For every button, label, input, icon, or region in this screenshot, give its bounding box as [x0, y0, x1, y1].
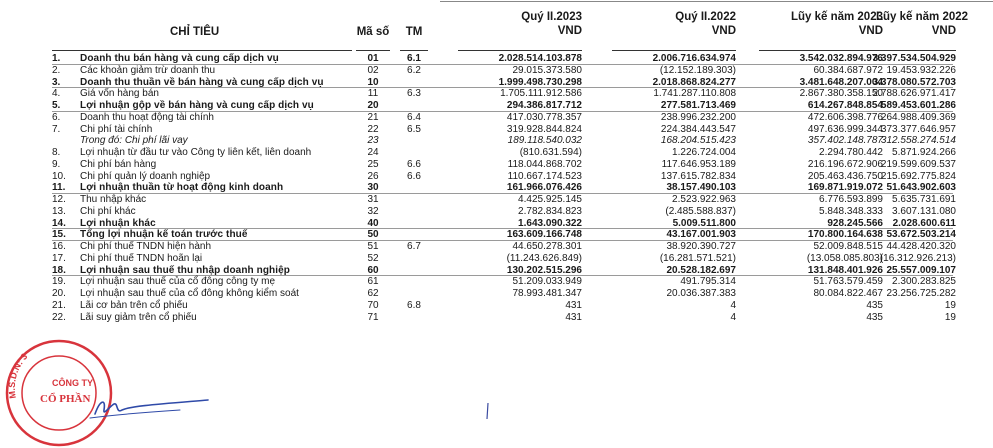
row-tm: 6.5 [407, 123, 421, 135]
top-rule [440, 1, 993, 2]
value-q2-2023: 189.118.540.032 [507, 135, 582, 147]
header-unit: VND [557, 25, 582, 37]
value-ytd-2022: 2.300.283.825 [892, 276, 956, 288]
table-row [0, 135, 993, 147]
value-ytd-2022: 3.607.131.080 [892, 205, 956, 217]
table-row [0, 194, 993, 206]
row-label: Chi phí thuế TNDN hiện hành [80, 241, 212, 252]
value-q2-2023: (810.631.594) [519, 147, 582, 158]
row-ma-so: 23 [367, 135, 379, 147]
value-ytd-2023: 3.481.648.207.004 [799, 76, 883, 88]
value-ytd-2022: 19 [944, 311, 956, 323]
value-q2-2022: 4 [730, 299, 736, 311]
value-q2-2022: 38.920.390.727 [666, 241, 736, 252]
row-number: 4. [52, 88, 61, 100]
row-number: 15. [52, 229, 66, 241]
value-q2-2023: 1.643.090.322 [518, 217, 582, 229]
value-ytd-2023: 170.800.164.638 [807, 229, 883, 241]
value-ytd-2023: 60.384.687.972 [813, 64, 883, 76]
value-ytd-2022: 19.453.932.226 [886, 64, 956, 76]
value-q2-2023: 4.425.925.145 [518, 194, 582, 205]
header-unit: VND [931, 25, 956, 37]
value-ytd-2023: 205.463.436.750 [807, 170, 883, 182]
value-q2-2023: (11.243.626.849) [506, 252, 582, 264]
value-ytd-2022: 5.871.924.266 [892, 147, 956, 158]
row-ma-so: 60 [367, 264, 379, 276]
value-ytd-2022: 589.453.601.286 [880, 100, 956, 111]
table-row [0, 229, 993, 241]
value-q2-2022: 4 [730, 311, 736, 323]
row-tm: 6.4 [407, 111, 421, 123]
row-tm: 6.1 [407, 53, 421, 64]
value-q2-2023: 431 [565, 299, 582, 311]
value-ytd-2023: 357.402.148.787 [807, 135, 883, 147]
row-number: 3. [52, 76, 61, 88]
value-q2-2023: 417.030.778.357 [506, 111, 582, 123]
row-label: Lợi nhuận từ đầu tư vào Công ty liên kết, liên doanh [80, 147, 312, 158]
table-row [0, 171, 993, 183]
row-label: Lợi nhuận thuần từ hoạt động kinh doanh [80, 182, 284, 194]
row-label: Trong đó: Chi phí lãi vay [80, 135, 188, 147]
value-ytd-2023: 6.776.593.899 [819, 194, 883, 205]
row-label: Chi phí tài chính [80, 123, 153, 135]
value-ytd-2023: 435 [866, 299, 883, 311]
header-period: Lũy kế năm 2022 [876, 11, 969, 23]
value-q2-2022: 1.741.287.110.808 [653, 88, 736, 100]
row-label: Doanh thu bán hàng và cung cấp dịch vụ [80, 53, 279, 64]
value-ytd-2023: 131.848.401.926 [807, 264, 883, 276]
value-q2-2023: 2.028.514.103.878 [498, 53, 582, 64]
row-number: 18. [52, 264, 66, 276]
header-unit: VND [711, 25, 736, 37]
value-ytd-2023: 928.245.566 [827, 217, 883, 229]
value-ytd-2022: 312.558.274.514 [880, 135, 956, 147]
row-label: Chi phí khác [80, 205, 136, 217]
value-q2-2023: 130.202.515.296 [506, 264, 582, 276]
header-col-ytd-2023 [741, 10, 883, 54]
table-row [0, 147, 993, 159]
header-period: Quý II.2023 [521, 11, 582, 23]
pen-mark [483, 401, 493, 421]
header-underline [52, 50, 352, 51]
value-q2-2023: 44.650.278.301 [512, 241, 582, 252]
table-row [0, 53, 993, 65]
value-q2-2022: 224.384.443.547 [660, 123, 736, 135]
row-label: Chi phí quản lý doanh nghiệp [80, 170, 211, 182]
value-q2-2022: 238.996.232.200 [660, 111, 736, 123]
row-ma-so: 31 [367, 194, 379, 205]
value-ytd-2022: 215.692.775.824 [880, 170, 956, 182]
header-col-q2-2022 [594, 10, 736, 54]
value-ytd-2022: 53.672.503.214 [886, 229, 956, 241]
row-label: Lãi cơ bản trên cổ phiếu [80, 299, 188, 311]
value-q2-2022: 1.226.724.004 [672, 147, 736, 158]
row-ma-so: 70 [367, 299, 379, 311]
row-label: Lợi nhuận sau thuế của cổ đông công ty mẹ [80, 276, 276, 288]
row-number: 20. [52, 288, 66, 299]
row-label: Lợi nhuận khác [80, 217, 156, 229]
value-ytd-2023: 169.871.919.072 [807, 182, 883, 194]
row-ma-so: 50 [367, 229, 379, 241]
row-number: 22. [52, 311, 66, 323]
row-ma-so: 61 [367, 276, 379, 288]
row-ma-so: 11 [367, 88, 379, 100]
header-col-q2-2023 [440, 10, 582, 54]
value-q2-2022: 43.167.001.903 [666, 229, 736, 241]
row-tm: 6.6 [407, 170, 421, 182]
table-row [0, 288, 993, 300]
row-number: 12. [52, 194, 66, 205]
value-q2-2022: 38.157.490.103 [666, 182, 736, 194]
row-label: Lãi suy giảm trên cổ phiếu [80, 311, 197, 323]
table-row [0, 241, 993, 253]
value-q2-2023: 51.209.033.949 [512, 276, 582, 288]
row-tm: 6.8 [407, 299, 421, 311]
value-ytd-2022: 23.256.725.282 [886, 288, 956, 299]
row-number: 7. [52, 123, 61, 135]
value-q2-2022: 20.528.182.697 [666, 264, 736, 276]
value-q2-2022: (2.485.588.837) [665, 205, 736, 217]
value-ytd-2022: 2.788.626.971.417 [872, 88, 956, 100]
value-ytd-2023: 2.294.780.442 [819, 147, 883, 158]
row-number: 11. [52, 182, 66, 194]
row-ma-so: 22 [367, 123, 379, 135]
value-q2-2023: 2.782.834.823 [518, 205, 582, 217]
value-ytd-2022: 264.988.409.369 [880, 111, 956, 123]
table-row [0, 300, 993, 312]
stamp-type: CỔ PHẦN [40, 393, 91, 405]
header-underline [836, 50, 956, 51]
row-ma-so: 24 [367, 147, 379, 158]
value-ytd-2022: 3.397.534.504.929 [872, 53, 956, 64]
row-ma-so: 62 [367, 288, 379, 299]
table-row [0, 65, 993, 77]
value-ytd-2023: 52.009.848.515 [813, 241, 883, 252]
value-q2-2022: (16.281.571.521) [659, 252, 736, 264]
row-number: 21. [52, 299, 66, 311]
value-ytd-2023: 497.636.999.344 [807, 123, 883, 135]
value-ytd-2023: 614.267.848.854 [807, 100, 883, 111]
row-number: 10. [52, 170, 66, 182]
stamp-code: M.S.D.N: 3 [6, 351, 30, 400]
row-label: Lợi nhuận gộp về bán hàng và cung cấp dịch vụ [80, 100, 314, 111]
row-tm: 6.6 [407, 158, 421, 170]
header-underline [612, 50, 736, 51]
row-number: 13. [52, 205, 66, 217]
value-q2-2023: 118.044.868.702 [507, 158, 582, 170]
value-q2-2022: 491.795.314 [680, 276, 736, 288]
row-label: Giá vốn hàng bán [80, 88, 159, 100]
value-ytd-2022: 19 [944, 299, 956, 311]
header-period: Quý II.2022 [675, 11, 736, 23]
row-ma-so: 51 [367, 241, 379, 252]
signature [60, 392, 210, 422]
value-ytd-2023: 51.763.579.459 [813, 276, 883, 288]
row-number: 1. [52, 53, 61, 64]
income-statement-table [0, 53, 993, 323]
value-ytd-2022: 51.643.902.603 [886, 182, 956, 194]
row-ma-so: 02 [367, 64, 379, 76]
value-ytd-2022: 3.378.080.572.703 [872, 76, 956, 88]
table-row [0, 88, 993, 100]
value-q2-2022: 2.018.868.824.277 [652, 76, 736, 88]
table-row [0, 112, 993, 124]
header-underline [458, 50, 582, 51]
table-row [0, 159, 993, 171]
row-ma-so: 26 [367, 170, 379, 182]
value-ytd-2023: 472.606.398.776 [807, 111, 883, 123]
stamp-company: CÔNG TY [52, 378, 94, 388]
row-label: Chi phí thuế TNDN hoãn lại [80, 252, 203, 264]
row-label: Doanh thu thuần về bán hàng và cung cấp dịch vụ [80, 76, 324, 88]
value-ytd-2023: (13.058.085.803) [806, 252, 883, 264]
row-tm: 6.3 [407, 88, 421, 100]
row-ma-so: 32 [367, 205, 379, 217]
value-ytd-2022: 44.428.420.320 [886, 241, 956, 252]
row-number: 9. [52, 158, 61, 170]
table-row [0, 77, 993, 89]
row-ma-so: 10 [367, 76, 379, 88]
table-row [0, 124, 993, 136]
table-row [0, 276, 993, 288]
table-row [0, 100, 993, 112]
row-ma-so: 01 [367, 53, 379, 64]
row-number: 8. [52, 147, 61, 158]
header-underline [356, 50, 390, 51]
row-number: 2. [52, 64, 61, 76]
value-ytd-2022: 25.557.009.107 [886, 264, 956, 276]
table-row [0, 218, 993, 230]
header-chi-tieu: CHỈ TIÊU [170, 26, 220, 38]
table-row [0, 182, 993, 194]
row-label: Lợi nhuận sau thuế thu nhập doanh nghiệp [80, 264, 290, 276]
table-row [0, 206, 993, 218]
value-q2-2022: 2.006.716.634.974 [652, 53, 736, 64]
row-number: 19. [52, 276, 66, 288]
value-q2-2023: 1.705.111.912.586 [500, 88, 582, 100]
row-ma-so: 52 [367, 252, 379, 264]
value-q2-2022: (12.152.189.303) [659, 64, 736, 76]
value-ytd-2022: 373.377.646.957 [880, 123, 956, 135]
table-row [0, 253, 993, 265]
value-q2-2023: 1.999.498.730.298 [498, 76, 582, 88]
table-row [0, 312, 993, 324]
value-q2-2022: 20.036.387.383 [666, 288, 736, 299]
value-ytd-2022: 2.028.600.611 [892, 217, 956, 229]
value-q2-2023: 161.966.076.426 [506, 182, 582, 194]
header-unit: VND [858, 25, 883, 37]
row-number: 14. [52, 217, 66, 229]
row-ma-so: 30 [367, 182, 379, 194]
value-q2-2023: 431 [565, 311, 582, 323]
header-ma-so: Mã số [356, 26, 390, 38]
header-tm: TM [405, 26, 423, 38]
row-tm: 6.7 [407, 241, 421, 252]
value-ytd-2023: 435 [866, 311, 883, 323]
row-ma-so: 40 [367, 217, 379, 229]
row-tm: 6.2 [407, 64, 421, 76]
value-ytd-2023: 80.084.822.467 [813, 288, 883, 299]
header-period: Lũy kế năm 2023 [790, 11, 883, 23]
row-label: Chi phí bán hàng [80, 158, 157, 170]
value-ytd-2023: 3.542.032.894.976 [799, 53, 883, 64]
row-number: 6. [52, 111, 61, 123]
value-ytd-2023: 2.867.380.358.150 [799, 88, 883, 100]
row-label: Lợi nhuận sau thuế của cổ đông không kiểm soát [80, 288, 299, 299]
value-q2-2023: 294.386.817.712 [506, 100, 582, 111]
value-ytd-2023: 216.196.672.906 [807, 158, 883, 170]
row-ma-so: 21 [367, 111, 379, 123]
value-q2-2023: 29.015.373.580 [512, 64, 582, 76]
value-q2-2022: 277.581.713.469 [660, 100, 736, 111]
table-row [0, 265, 993, 277]
row-label: Thu nhập khác [80, 194, 147, 205]
value-ytd-2023: 5.848.348.333 [819, 205, 883, 217]
value-q2-2023: 78.993.481.347 [512, 288, 582, 299]
value-q2-2022: 168.204.515.423 [660, 135, 736, 147]
row-number: 16. [52, 241, 66, 252]
header-col-ytd-2022 [876, 10, 969, 54]
row-label: Tổng lợi nhuận kế toán trước thuế [80, 229, 248, 241]
value-q2-2022: 2.523.922.963 [672, 194, 736, 205]
row-ma-so: 71 [367, 311, 379, 323]
value-q2-2022: 5.009.511.800 [672, 217, 736, 229]
value-q2-2022: 137.615.782.834 [660, 170, 736, 182]
header-underline [400, 50, 428, 51]
row-label: Các khoản giảm trừ doanh thu [80, 64, 216, 76]
row-ma-so: 25 [367, 158, 379, 170]
row-number: 17. [52, 252, 66, 264]
value-q2-2023: 319.928.844.824 [506, 123, 582, 135]
value-q2-2023: 110.667.174.523 [507, 170, 582, 182]
row-label: Doanh thu hoạt động tài chính [80, 111, 214, 123]
value-ytd-2022: 219.599.609.537 [880, 158, 956, 170]
value-ytd-2022: 5.635.731.691 [892, 194, 956, 205]
value-q2-2022: 117.646.953.189 [661, 158, 736, 170]
row-number: 5. [52, 100, 61, 111]
row-ma-so: 20 [367, 100, 379, 111]
value-ytd-2022: (16.312.926.213) [879, 252, 956, 264]
value-q2-2023: 163.609.166.748 [506, 229, 582, 241]
